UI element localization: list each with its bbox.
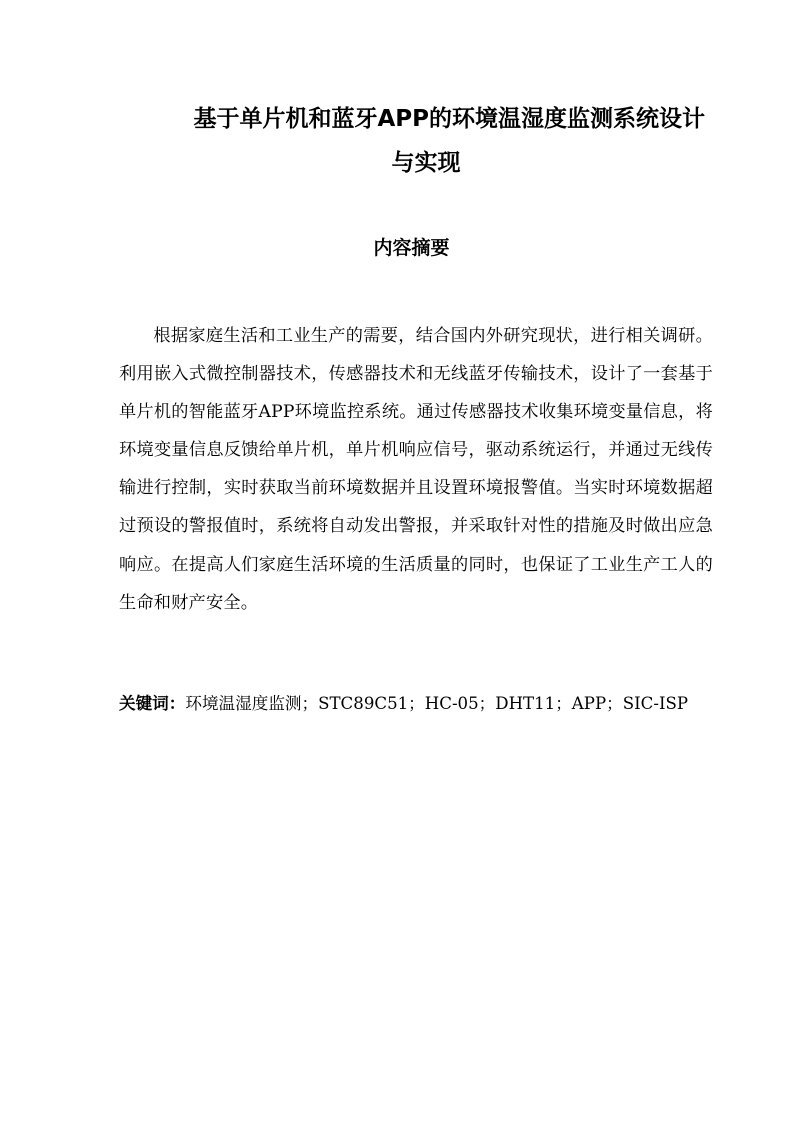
abstract-paragraph: 根据家庭生活和工业生产的需要，结合国内外研究现状，进行相关调研。利用嵌入式微控制器技术，传感器技术和无线蓝牙传输技术，设计了一套基于单片机的智能蓝牙APP环境监控系统。通过传感器技术收集环境变量信息，将环境变量信息反馈给单片机，单片机响应信号，驱动系统运行，并通过无线传输进行控制，实时获取当前环境数据并且设置环境报警值。当实时环境数据超过预设的警报值时，系统将自动发出警报，并采取针对性的措施及时做出应急响应。在提高人们家庭生活环境的生活质量的同时，也保证了工业生产工人的生命和财产安全。 (119, 326, 713, 613)
abstract-heading: 内容摘要 (373, 237, 450, 259)
paper-title (120, 97, 712, 185)
paper-title-line-1: 基于单片机和蓝牙APP的环境温湿度监测系统设计 (193, 106, 705, 132)
keywords-label: 关键词： (119, 694, 186, 713)
keywords-line (119, 689, 719, 719)
paper-title-line-2: 与实现 (391, 150, 461, 176)
keywords-value: 环境温湿度监测；STC89C51；HC-05；DHT11；APP；SIC-ISP (185, 694, 689, 713)
